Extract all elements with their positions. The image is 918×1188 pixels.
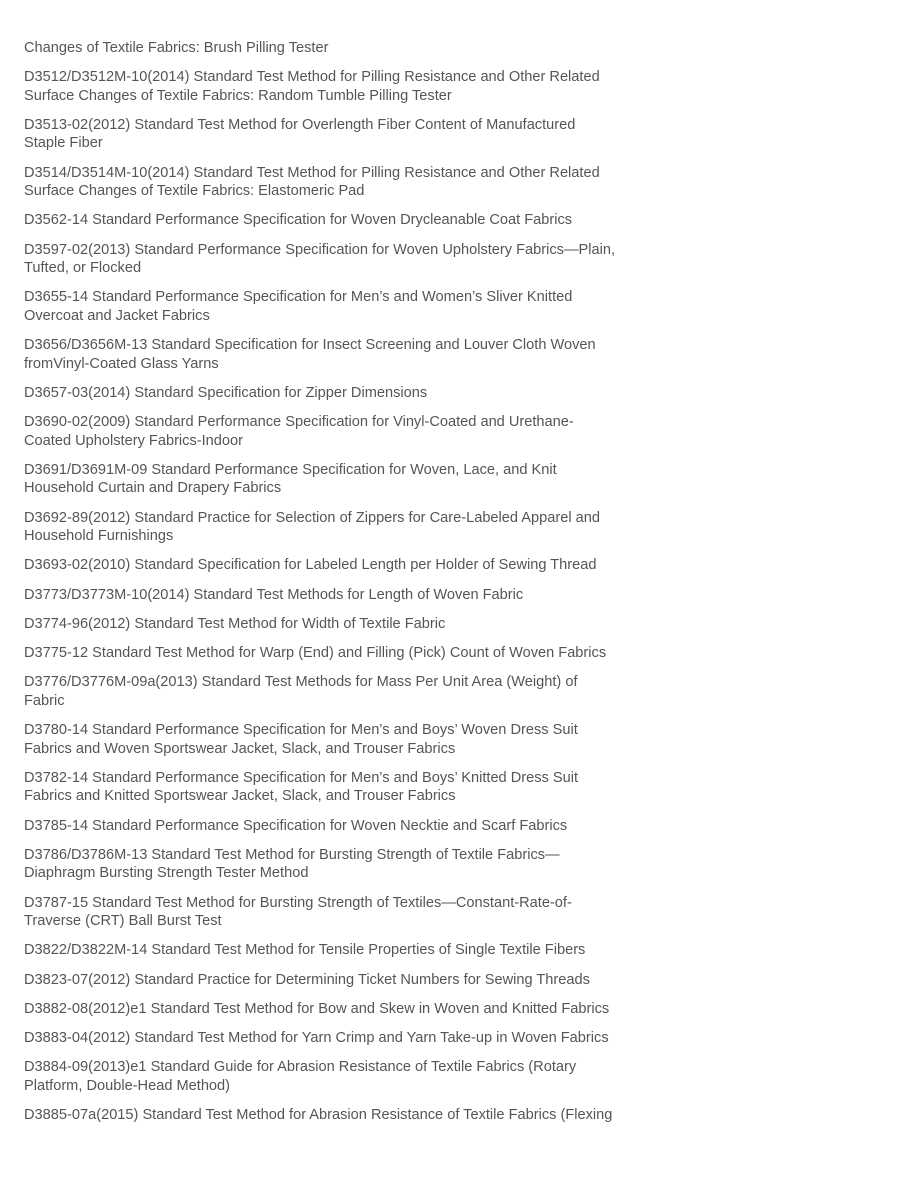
- standard-entry-line: Overcoat and Jacket Fabrics: [24, 307, 210, 324]
- standard-entry-line: Changes of Textile Fabrics: Brush Pilling Tester: [24, 40, 329, 56]
- standard-entry: [24, 971, 684, 989]
- standard-entry: [24, 586, 684, 604]
- standard-entry-line: D3780-14 Standard Performance Specification for Men’s and Boys’ Woven Dress Suit: [24, 722, 578, 739]
- standard-entry-line: D3655-14 Standard Performance Specification for Men’s and Women’s Sliver Knitted: [24, 289, 573, 306]
- standard-entry: [24, 461, 684, 498]
- standard-entry: [24, 1029, 684, 1047]
- standard-entry: [24, 288, 684, 325]
- standard-entry-line: Fabrics and Knitted Sportswear Jacket, Slack, and Trouser Fabrics: [24, 788, 456, 805]
- standard-entry-line: Fabric: [24, 692, 65, 709]
- standard-entry-line: Surface Changes of Textile Fabrics: Elastomeric Pad: [24, 183, 365, 200]
- standard-entry-line: D3782-14 Standard Performance Specification for Men’s and Boys’ Knitted Dress Suit: [24, 769, 579, 786]
- standard-entry: [24, 68, 684, 105]
- standard-entry-line: D3773/D3773M-10(2014) Standard Test Methods for Length of Woven Fabric: [24, 586, 524, 603]
- standard-entry: [24, 817, 684, 835]
- standard-entry-line: D3884-09(2013)e1 Standard Guide for Abrasion Resistance of Textile Fabrics (Rotary: [24, 1059, 577, 1076]
- standard-entry-line: Household Curtain and Drapery Fabrics: [24, 480, 282, 497]
- standard-entry: [24, 1058, 684, 1095]
- standard-entry: [24, 846, 684, 883]
- standard-entry-line: Staple Fiber: [24, 135, 103, 152]
- standard-entry-line: D3883-04(2012) Standard Test Method for Yarn Crimp and Yarn Take-up in Woven Fabrics: [24, 1030, 609, 1047]
- standard-entry: [24, 941, 684, 959]
- standard-entry-line: fromVinyl-Coated Glass Yarns: [24, 355, 219, 372]
- standard-entry-line: D3787-15 Standard Test Method for Bursting Strength of Textiles—Constant-Rate-of-: [24, 894, 572, 911]
- standard-entry: [24, 211, 684, 229]
- standard-entry: [24, 116, 684, 153]
- standard-entry-line: D3823-07(2012) Standard Practice for Determining Ticket Numbers for Sewing Threads: [24, 971, 590, 988]
- standard-entry-line: D3656/D3656M-13 Standard Specification for Insect Screening and Louver Cloth Woven: [24, 337, 596, 354]
- standard-entry: [24, 615, 684, 633]
- standard-entry-line: D3882-08(2012)e1 Standard Test Method for Bow and Skew in Woven and Knitted Fabrics: [24, 1000, 610, 1017]
- standard-entry: [24, 241, 684, 278]
- standard-entry-line: Surface Changes of Textile Fabrics: Random Tumble Pilling Tester: [24, 87, 452, 104]
- standard-entry-line: D3775-12 Standard Test Method for Warp (End) and Filling (Pick) Count of Woven Fabrics: [24, 645, 607, 662]
- standard-entry-line: D3774-96(2012) Standard Test Method for Width of Textile Fabric: [24, 615, 446, 632]
- standard-entry-line: D3885-07a(2015) Standard Test Method for Abrasion Resistance of Textile Fabrics (Flexing: [24, 1107, 613, 1124]
- standard-entry-line: D3786/D3786M-13 Standard Test Method for Bursting Strength of Textile Fabrics—: [24, 846, 560, 863]
- standard-entry-line: D3785-14 Standard Performance Specification for Woven Necktie and Scarf Fabrics: [24, 817, 568, 834]
- standard-entry: [24, 673, 684, 710]
- standard-entry: [24, 164, 684, 201]
- standard-entry-line: D3693-02(2010) Standard Specification for Labeled Length per Holder of Sewing Thread: [24, 557, 597, 574]
- standard-entry: [24, 39, 684, 57]
- standard-entry: [24, 894, 684, 931]
- standard-entry-line: D3657-03(2014) Standard Specification for Zipper Dimensions: [24, 384, 428, 401]
- standard-entry-line: D3597-02(2013) Standard Performance Specification for Woven Upholstery Fabrics—Plain,: [24, 241, 616, 258]
- standard-entry: [24, 413, 684, 450]
- standard-entry-line: D3822/D3822M-14 Standard Test Method for Tensile Properties of Single Textile Fibers: [24, 942, 586, 959]
- standard-entry: [24, 769, 684, 806]
- standard-entry-line: D3690-02(2009) Standard Performance Specification for Vinyl-Coated and Urethane-: [24, 414, 574, 431]
- standard-entry: [24, 384, 684, 402]
- standard-entry: [24, 556, 684, 574]
- standard-entry: [24, 509, 684, 546]
- standard-entry: [24, 721, 684, 758]
- standard-entry-line: Diaphragm Bursting Strength Tester Method: [24, 865, 309, 882]
- standard-entry-line: D3692-89(2012) Standard Practice for Selection of Zippers for Care-Labeled Apparel and: [24, 509, 600, 526]
- standard-entry-line: D3512/D3512M-10(2014) Standard Test Method for Pilling Resistance and Other Related: [24, 69, 600, 86]
- standard-entry: [24, 1106, 684, 1124]
- standard-entry-line: Platform, Double-Head Method): [24, 1077, 231, 1094]
- standard-entry-line: Traverse (CRT) Ball Burst Test: [24, 912, 222, 929]
- standard-entry: [24, 336, 684, 373]
- standard-entry: [24, 644, 684, 662]
- standard-entry: [24, 1000, 684, 1018]
- standard-entry-line: Coated Upholstery Fabrics-Indoor: [24, 432, 244, 449]
- standard-entry-line: D3776/D3776M-09a(2013) Standard Test Methods for Mass Per Unit Area (Weight) of: [24, 674, 578, 691]
- standard-entry-line: Fabrics and Woven Sportswear Jacket, Slack, and Trouser Fabrics: [24, 740, 456, 757]
- standard-entry-line: Tufted, or Flocked: [24, 260, 142, 277]
- standard-entry-line: Household Furnishings: [24, 527, 174, 544]
- standard-entry-line: D3513-02(2012) Standard Test Method for Overlength Fiber Content of Manufactured: [24, 117, 576, 133]
- standard-entry-line: D3562-14 Standard Performance Specification for Woven Drycleanable Coat Fabrics: [24, 212, 573, 229]
- standards-list: [24, 39, 684, 1135]
- standard-entry-line: D3514/D3514M-10(2014) Standard Test Method for Pilling Resistance and Other Related: [24, 164, 600, 181]
- standard-entry-line: D3691/D3691M-09 Standard Performance Specification for Woven, Lace, and Knit: [24, 461, 557, 478]
